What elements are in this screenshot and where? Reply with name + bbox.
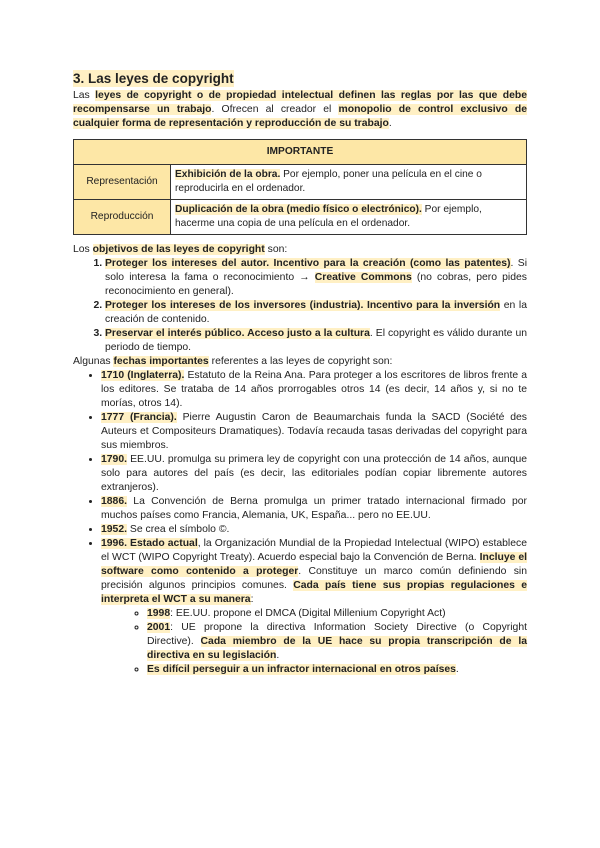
item-bold: 1952. — [101, 524, 128, 535]
row-text: Por ejemplo, hacerme una copia de una película en el ordenador. — [175, 204, 482, 229]
item-text: Pierre Augustin Caron de Beaumarchais funda la SACD (Société des Auteurs et Compositeurs Dramatiques). Todavía recauda tasas derivadas del copyright para sus miembros. — [101, 412, 527, 451]
item-text: en la creación de contenido. — [105, 300, 527, 325]
item-text: La Convención de Berna promulga un primer tratado internacional firmado por muchos países como Francia, Alemania, UK, España... pero no EE.UU. — [101, 496, 527, 521]
item-text: (no cobras, pero pides reconocimiento en general). — [105, 272, 527, 297]
item-bold: 1998 — [147, 608, 171, 619]
intro-paragraph — [73, 89, 527, 131]
document-page — [73, 70, 527, 677]
row-text: Por ejemplo, poner una película en el cine o reproducirla en el ordenador. — [175, 169, 482, 194]
item-bold: 2001 — [147, 622, 171, 633]
list-item — [101, 495, 527, 523]
item-text: . — [276, 650, 280, 661]
item-bold: 1710 (Inglaterra). — [101, 370, 185, 381]
objectives-list — [73, 257, 527, 355]
list-item — [101, 537, 527, 677]
list-item — [101, 369, 527, 411]
row-bold: Exhibición de la obra. — [175, 169, 281, 180]
item-text: . Constituye un marco común definiendo sin precisión algunos principios comunes. — [101, 566, 527, 591]
lead-text: Los — [73, 244, 93, 255]
item-bold: 1886. — [101, 496, 128, 507]
dates-list — [73, 369, 527, 677]
intro-highlight: leyes de copyright o de propiedad intelectual definen las reglas por las que debe recompensarse un trabajo — [73, 90, 527, 115]
row-label: Reproducción — [74, 200, 171, 235]
list-item — [101, 411, 527, 453]
intro-text: . Ofrecen al creador el — [211, 104, 339, 115]
row-content — [171, 200, 527, 235]
intro-text: Las — [73, 90, 96, 101]
item-bold: Preservar el interés público. Acceso justo a la cultura — [105, 328, 370, 339]
item-text: EE.UU. promulga su primera ley de copyright con una protección de 14 años, aunque solo para autores del país (es decir, las editoriales podían copiar libremente autores extranjeros). — [101, 454, 527, 493]
lead-bold: objetivos de las leyes de copyright — [92, 244, 265, 255]
list-item — [105, 327, 527, 355]
lead-text: referentes a las leyes de copyright son: — [208, 356, 393, 367]
section-heading: 3. Las leyes de copyright — [73, 71, 234, 86]
list-item — [101, 453, 527, 495]
lead-text: son: — [264, 244, 288, 255]
item-text: , la Organización Mundial de la Propiedad Intelectual (WIPO) establece el WCT (WIPO Copyright Treaty). Acuerdo especial bajo la Convención de Berna. — [101, 538, 527, 563]
lead-text: Algunas — [73, 356, 114, 367]
item-bold: Proteger los intereses de los inversores (industria). Incentivo para la inversión — [105, 300, 501, 311]
item-text: Estatuto de la Reina Ana. Para proteger a los escritores de libros frente a los editores. Se trataba de 14 años prorrogables otros 14 (es decir, 14 años y, si no te morías, otros 14). — [101, 370, 527, 409]
item-text: . — [455, 664, 459, 675]
list-item — [105, 257, 527, 299]
sub-list — [101, 607, 527, 677]
list-item — [105, 299, 527, 327]
item-bold: Es difícil perseguir a un infractor internacional en otros países — [147, 664, 456, 675]
item-bold: Incluye el software como contenido a proteger — [101, 552, 527, 577]
item-bold: 1777 (Francia). — [101, 412, 177, 423]
row-label: Representación — [74, 165, 171, 200]
list-item — [147, 663, 527, 677]
item-bold: 1790. — [101, 454, 128, 465]
item-bold: Creative Commons — [314, 272, 412, 283]
intro-highlight: monopolio de control exclusivo de cualquier forma de representación y reproducción de su trabajo — [73, 104, 528, 129]
item-bold: Cada miembro de la UE hace su propia transcripción de la directiva en su legislación — [147, 636, 527, 661]
item-text: : EE.UU. propone el DMCA (Digital Millenium Copyright Act) — [170, 608, 446, 619]
item-text: . Si solo interesa la fama o reconocimiento → — [105, 258, 528, 283]
dates-lead — [73, 355, 527, 369]
row-content — [171, 165, 527, 200]
list-item — [147, 621, 527, 663]
item-text: : — [250, 594, 254, 605]
objectives-lead — [73, 243, 527, 257]
table-row — [74, 200, 527, 235]
item-text: Se crea el símbolo ©. — [127, 524, 230, 535]
item-text: . El copyright es válido durante un periodo de tiempo. — [105, 328, 528, 353]
item-bold: Proteger los intereses del autor. Incentivo para la creación (como las patentes) — [105, 258, 511, 269]
row-bold: Duplicación de la obra (medio físico o electrónico). — [175, 204, 422, 215]
table-row — [74, 165, 527, 200]
item-bold: Cada país tiene sus propias regulaciones e interpreta el WCT a su manera — [101, 580, 527, 605]
lead-bold: fechas importantes — [113, 356, 209, 367]
important-table — [73, 139, 527, 235]
list-item — [147, 607, 527, 621]
item-bold: 1996. Estado actual — [101, 538, 198, 549]
intro-text: . — [388, 118, 392, 129]
item-text: : UE propone la directiva Information Society Directive (o Copyright Directive). — [147, 622, 527, 647]
table-header: IMPORTANTE — [74, 140, 527, 165]
list-item — [101, 523, 527, 537]
